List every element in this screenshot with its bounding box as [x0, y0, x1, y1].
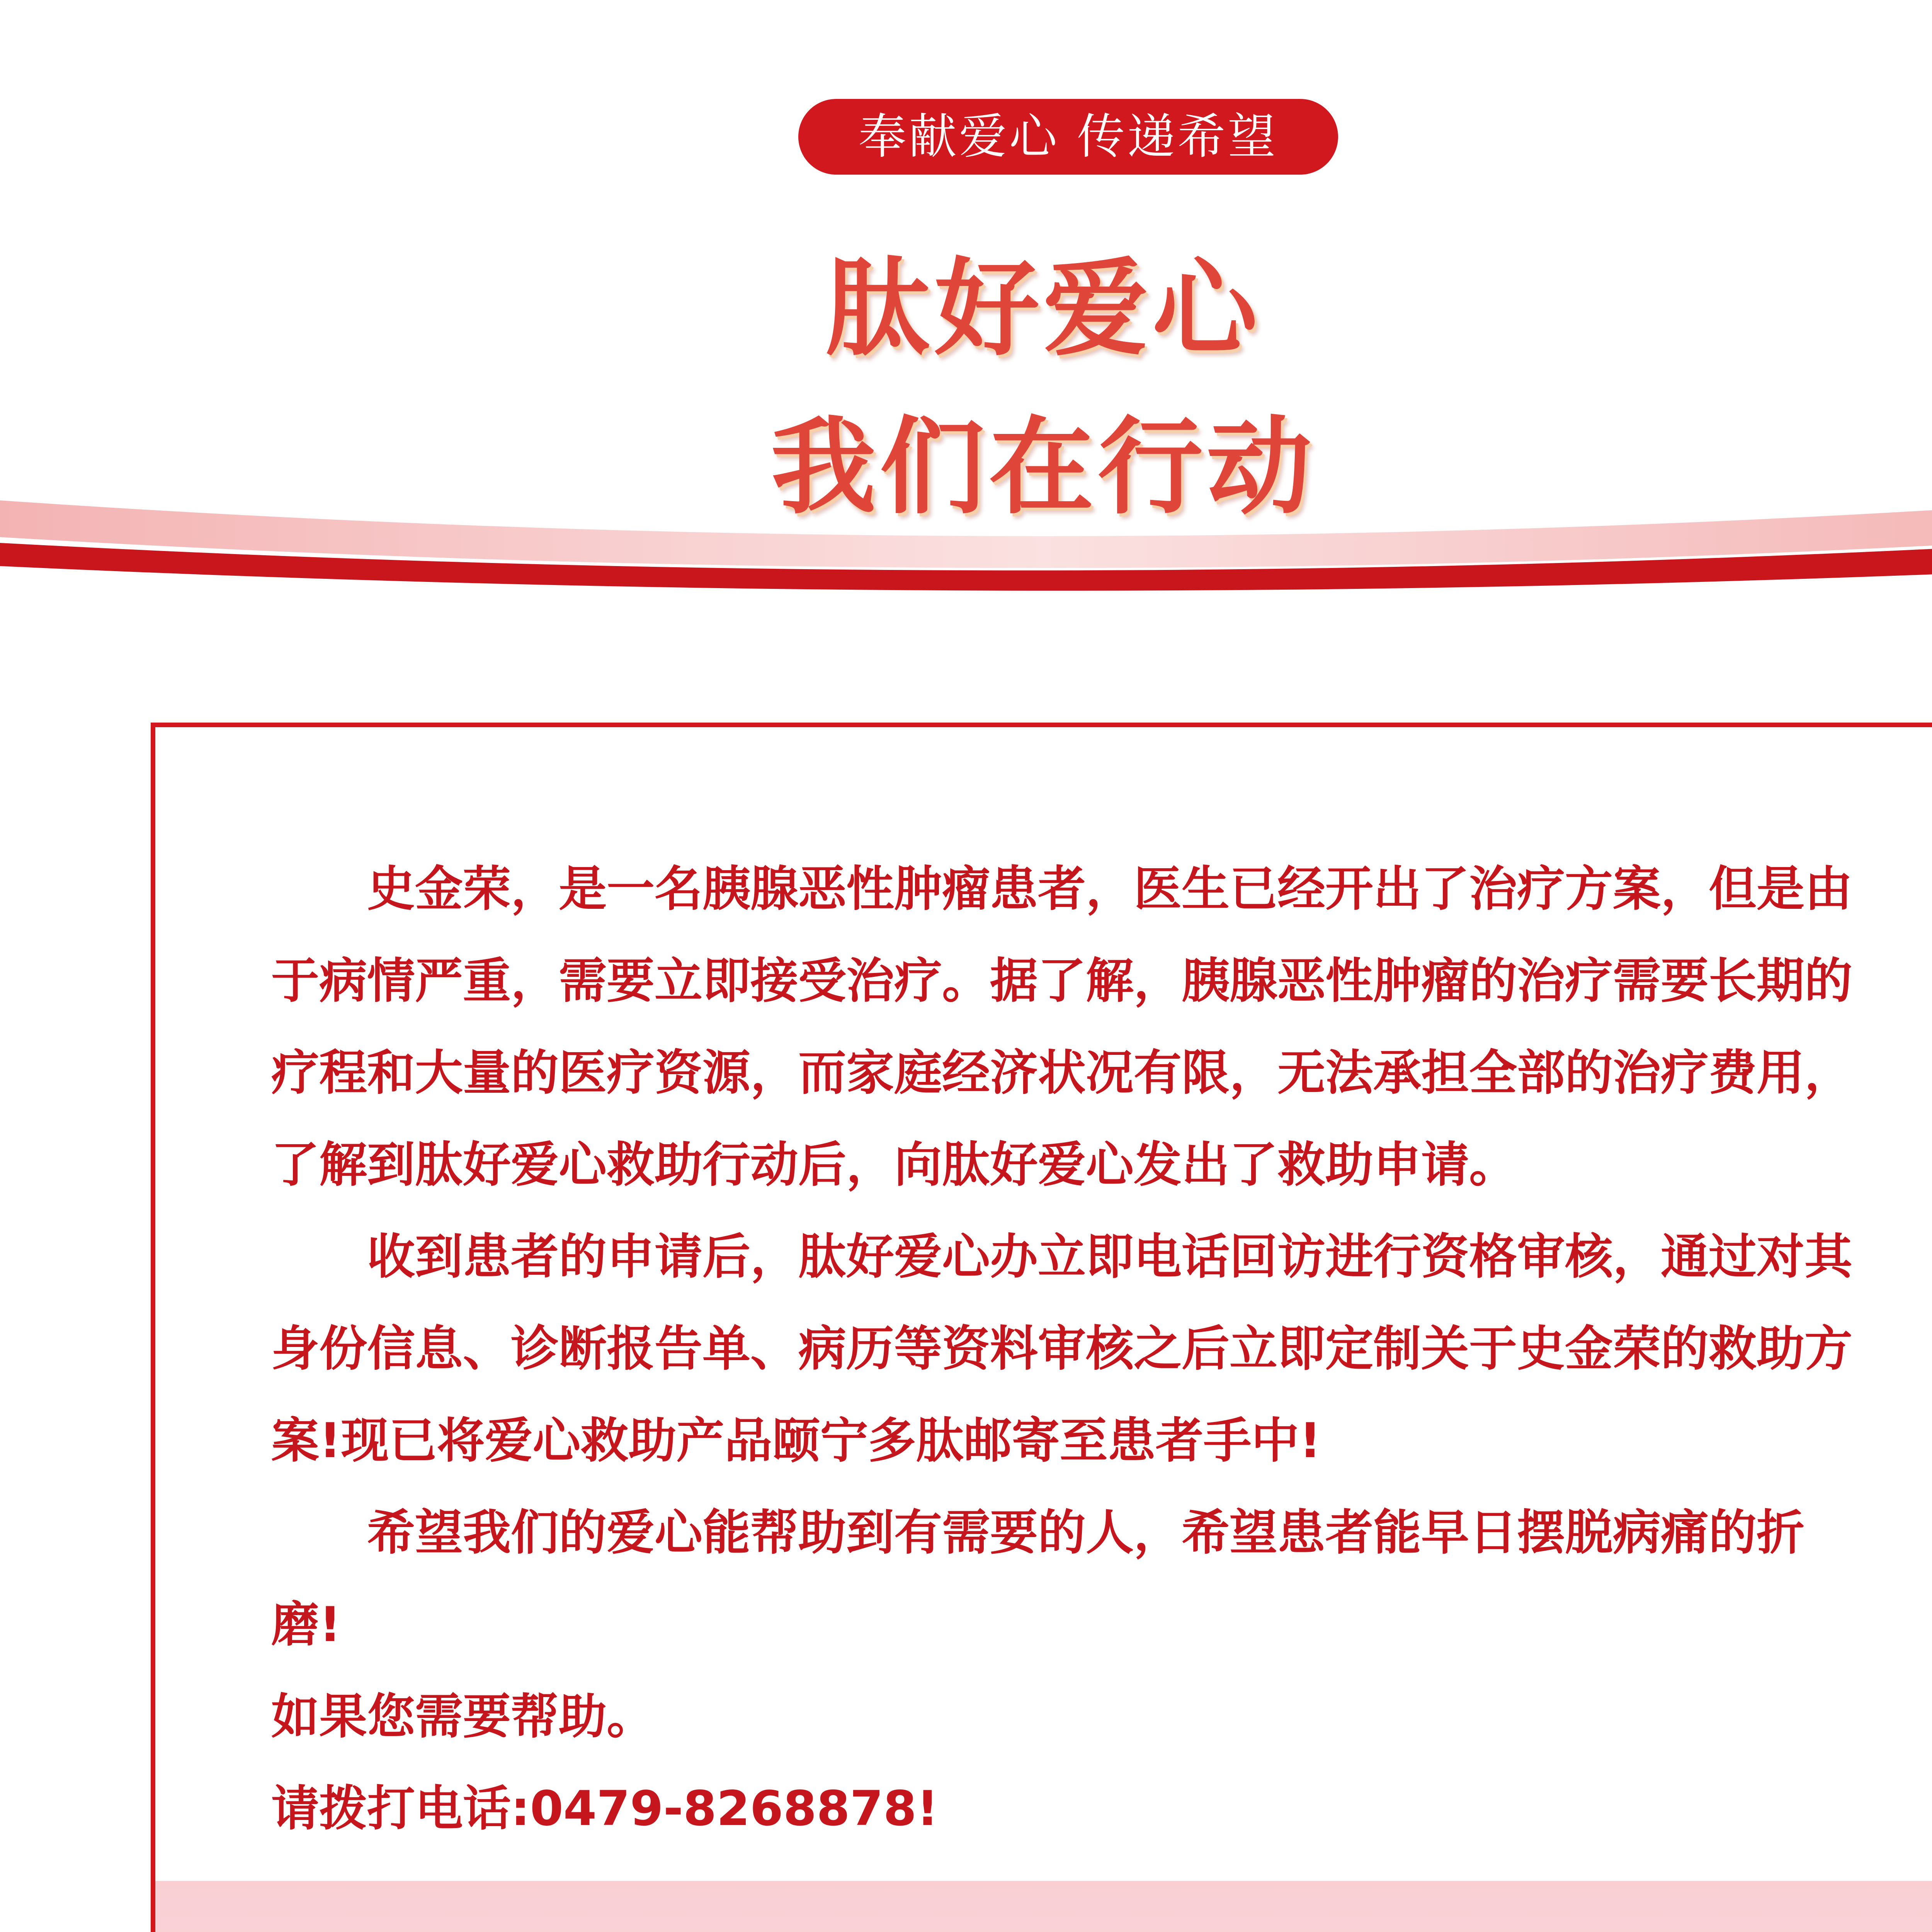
headline-line-2: 我们在行动: [771, 406, 1316, 529]
header-wave-decoration: [0, 483, 1932, 607]
article-body: [271, 843, 1855, 1855]
phone-line: 请拨打电话:0479-8268878!: [271, 1781, 939, 1837]
slogan-pill: 奉献爱心 传递希望: [798, 99, 1338, 175]
article-paragraph-2: 收到患者的申请后，肽好爱心办立即电话回访进行资格审核，通过对其身份信息、诊断报告单、病历等资料审核之后立即定制关于史金荣的救助方案!现已将爱心救助产品颐宁多肽邮寄至患者手中!: [271, 1229, 1853, 1469]
article-paragraph-3: 希望我们的爱心能帮助到有需要的人，希望患者能早日摆脱病痛的折磨!: [271, 1505, 1805, 1653]
story-card: [151, 723, 1932, 1932]
banner-artwork: [155, 1881, 1932, 1932]
headline-line-1: 肽好爱心: [825, 248, 1261, 370]
help-prompt: 如果您需要帮助。: [271, 1689, 655, 1745]
article-paragraph-1: 史金荣，是一名胰腺恶性肿瘤患者，医生已经开出了治疗方案，但是由于病情严重，需要立即接受治疗。据了解，胰腺恶性肿瘤的治疗需要长期的疗程和大量的医疗资源，而家庭经济状况有限，无法承担全部的治疗费用，了解到肽好爱心救助行动后，向肽好爱心发出了救助申请。: [271, 861, 1853, 1193]
charity-banner: [155, 1881, 1932, 1932]
